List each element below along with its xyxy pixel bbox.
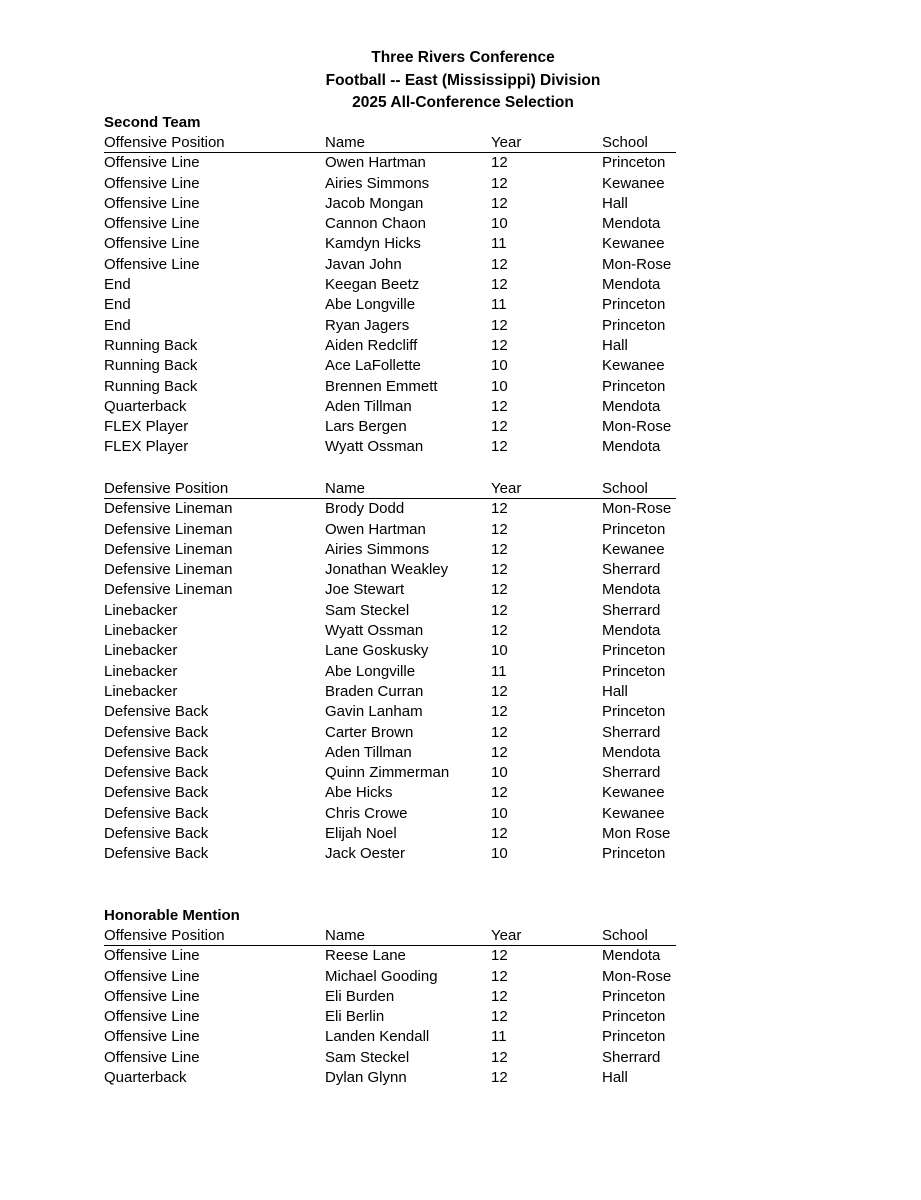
year-cell: 11 (491, 662, 507, 680)
table-row (104, 1027, 704, 1047)
name-cell: Brody Dodd (325, 500, 405, 518)
position-cell: Defensive Back (104, 743, 209, 761)
school-cell: Princeton (602, 316, 666, 334)
table-row (104, 804, 704, 824)
position-cell: Defensive Lineman (104, 520, 233, 538)
second-team-title: Second Team (104, 114, 201, 131)
year-cell: 12 (491, 622, 508, 640)
table-row (104, 336, 704, 356)
school-header: School (602, 479, 676, 499)
position-cell: Linebacker (104, 642, 178, 660)
name-cell: Ryan Jagers (325, 316, 410, 334)
position-cell: End (104, 316, 131, 334)
year-cell: 12 (491, 276, 508, 294)
table-row (104, 174, 704, 194)
year-cell: 12 (491, 1048, 508, 1066)
school-cell: Sherrard (602, 723, 661, 741)
name-cell: Airies Simmons (325, 540, 430, 558)
school-cell: Mendota (602, 581, 661, 599)
position-cell: Linebacker (104, 662, 178, 680)
document-header (0, 47, 921, 115)
position-cell: Linebacker (104, 622, 178, 640)
year-cell: 12 (491, 723, 508, 741)
position-cell: Linebacker (104, 601, 178, 619)
conference-title: Three Rivers Conference (371, 49, 555, 66)
name-cell: Aden Tillman (325, 397, 412, 415)
table-row (104, 295, 704, 315)
school-cell: Princeton (602, 296, 666, 314)
year-header: Year (491, 479, 602, 499)
school-cell: Princeton (602, 845, 666, 863)
position-cell: Defensive Back (104, 764, 209, 782)
offense-table-body (104, 153, 704, 457)
school-cell: Princeton (602, 703, 666, 721)
school-cell: Princeton (602, 642, 666, 660)
position-cell: Offensive Line (104, 947, 200, 965)
position-cell: Linebacker (104, 682, 178, 700)
name-cell: Airies Simmons (325, 174, 430, 192)
table-row (104, 743, 704, 763)
table-row (104, 275, 704, 295)
year-cell: 12 (491, 255, 508, 273)
name-cell: Eli Berlin (325, 1008, 385, 1026)
hm-offense-table-body (104, 946, 704, 1088)
name-cell: Cannon Chaon (325, 215, 426, 233)
school-cell: Mon-Rose (602, 500, 672, 518)
position-cell: Defensive Lineman (104, 561, 233, 579)
name-cell: Wyatt Ossman (325, 622, 424, 640)
position-cell: Defensive Lineman (104, 581, 233, 599)
school-cell: Princeton (602, 987, 666, 1005)
name-cell: Gavin Lanham (325, 703, 423, 721)
school-cell: Mon Rose (602, 825, 671, 843)
name-cell: Sam Steckel (325, 601, 410, 619)
honorable-mention-title: Honorable Mention (104, 907, 240, 924)
year-cell: 12 (491, 174, 508, 192)
position-cell: Quarterback (104, 397, 187, 415)
name-cell: Sam Steckel (325, 1048, 410, 1066)
position-header: Offensive Position (104, 926, 325, 946)
school-cell: Hall (602, 1069, 628, 1087)
position-cell: Defensive Back (104, 723, 209, 741)
name-cell: Jacob Mongan (325, 194, 424, 212)
school-cell: Mon-Rose (602, 418, 672, 436)
position-header: Defensive Position (104, 479, 325, 499)
name-cell: Landen Kendall (325, 1028, 430, 1046)
position-cell: Offensive Line (104, 255, 200, 273)
position-cell: Offensive Line (104, 154, 200, 172)
position-cell: Offensive Line (104, 1048, 200, 1066)
school-cell: Princeton (602, 154, 666, 172)
name-cell: Lars Bergen (325, 418, 407, 436)
honorable-mention-section (104, 906, 704, 1088)
table-row (104, 946, 704, 966)
year-header: Year (491, 133, 602, 153)
position-cell: Running Back (104, 377, 198, 395)
school-header: School (602, 133, 676, 153)
division-title: Football -- East (Mississippi) Division (325, 71, 601, 89)
table-row (104, 987, 704, 1007)
year-cell: 12 (491, 540, 508, 558)
school-cell: Mendota (602, 622, 661, 640)
year-cell: 12 (491, 967, 508, 985)
name-cell: Keegan Beetz (325, 276, 420, 294)
table-row (104, 763, 704, 783)
year-cell: 10 (491, 377, 508, 395)
school-cell: Hall (602, 682, 628, 700)
second-team-offense-section (104, 113, 704, 458)
year-cell: 12 (491, 682, 508, 700)
school-cell: Kewanee (602, 804, 665, 822)
name-cell: Aden Tillman (325, 743, 412, 761)
school-header: School (602, 926, 676, 946)
year-cell: 12 (491, 947, 508, 965)
table-row (104, 153, 704, 173)
year-cell: 12 (491, 397, 508, 415)
name-cell: Jack Oester (325, 845, 406, 863)
name-cell: Owen Hartman (325, 154, 426, 172)
table-row (104, 437, 704, 457)
school-cell: Mendota (602, 397, 661, 415)
year-cell: 11 (491, 296, 507, 314)
name-cell: Javan John (325, 255, 402, 273)
table-row (104, 194, 704, 214)
position-header: Offensive Position (104, 133, 325, 153)
position-cell: Quarterback (104, 1069, 187, 1087)
table-row (104, 621, 704, 641)
name-cell: Owen Hartman (325, 520, 426, 538)
table-row (104, 417, 704, 437)
table-row (104, 702, 704, 722)
year-cell: 12 (491, 825, 508, 843)
school-cell: Kewanee (602, 174, 665, 192)
school-cell: Mendota (602, 276, 661, 294)
name-header: Name (325, 479, 491, 499)
name-cell: Wyatt Ossman (325, 438, 424, 456)
school-cell: Kewanee (602, 235, 665, 253)
position-cell: Defensive Back (104, 845, 209, 863)
school-cell: Mon-Rose (602, 967, 672, 985)
position-cell: FLEX Player (104, 438, 189, 456)
hm-offense-table-header (104, 926, 704, 946)
table-row (104, 377, 704, 397)
name-header: Name (325, 926, 491, 946)
position-cell: Defensive Back (104, 784, 209, 802)
year-cell: 12 (491, 520, 508, 538)
year-cell: 12 (491, 561, 508, 579)
year-cell: 10 (491, 215, 508, 233)
name-cell: Abe Longville (325, 296, 416, 314)
year-header: Year (491, 926, 602, 946)
year-cell: 10 (491, 845, 508, 863)
school-cell: Princeton (602, 1028, 666, 1046)
position-cell: FLEX Player (104, 418, 189, 436)
name-cell: Joe Stewart (325, 581, 405, 599)
school-cell: Princeton (602, 1008, 666, 1026)
school-cell: Mendota (602, 743, 661, 761)
year-cell: 12 (491, 194, 508, 212)
year-cell: 12 (491, 438, 508, 456)
year-cell: 11 (491, 235, 507, 253)
name-cell: Aiden Redcliff (325, 336, 418, 354)
name-cell: Quinn Zimmerman (325, 764, 450, 782)
table-row (104, 723, 704, 743)
table-row (104, 1007, 704, 1027)
defense-table-header (104, 479, 704, 499)
name-cell: Brennen Emmett (325, 377, 438, 395)
table-row (104, 316, 704, 336)
year-cell: 10 (491, 764, 508, 782)
name-cell: Reese Lane (325, 947, 406, 965)
table-row (104, 397, 704, 417)
year-cell: 12 (491, 1008, 508, 1026)
year-cell: 12 (491, 418, 508, 436)
school-cell: Hall (602, 336, 628, 354)
selection-title: 2025 All-Conference Selection (352, 94, 574, 111)
table-row (104, 682, 704, 702)
position-cell: Offensive Line (104, 1028, 200, 1046)
name-cell: Jonathan Weakley (325, 561, 449, 579)
school-cell: Sherrard (602, 764, 661, 782)
table-row (104, 234, 704, 254)
school-cell: Kewanee (602, 357, 665, 375)
position-cell: Offensive Line (104, 1008, 200, 1026)
name-cell: Abe Longville (325, 662, 416, 680)
name-cell: Dylan Glynn (325, 1069, 407, 1087)
year-cell: 12 (491, 1069, 508, 1087)
name-cell: Eli Burden (325, 987, 395, 1005)
position-cell: Defensive Back (104, 804, 209, 822)
school-cell: Princeton (602, 520, 666, 538)
table-row (104, 560, 704, 580)
table-row (104, 520, 704, 540)
table-row (104, 255, 704, 275)
defense-table-body (104, 499, 704, 864)
position-cell: Running Back (104, 357, 198, 375)
table-row (104, 540, 704, 560)
school-cell: Sherrard (602, 1048, 661, 1066)
position-cell: Defensive Back (104, 703, 209, 721)
year-cell: 12 (491, 784, 508, 802)
position-cell: Defensive Back (104, 825, 209, 843)
name-cell: Ace LaFollette (325, 357, 421, 375)
table-row (104, 824, 704, 844)
year-cell: 12 (491, 316, 508, 334)
year-cell: 12 (491, 601, 508, 619)
second-team-defense-section (104, 479, 704, 865)
position-cell: Offensive Line (104, 194, 200, 212)
year-cell: 12 (491, 500, 508, 518)
position-cell: End (104, 276, 131, 294)
name-cell: Carter Brown (325, 723, 414, 741)
table-row (104, 967, 704, 987)
table-row (104, 783, 704, 803)
school-cell: Sherrard (602, 561, 661, 579)
table-row (104, 580, 704, 600)
year-cell: 11 (491, 1028, 507, 1046)
table-row (104, 214, 704, 234)
position-cell: Offensive Line (104, 967, 200, 985)
table-row (104, 641, 704, 661)
year-cell: 10 (491, 642, 508, 660)
school-cell: Mendota (602, 438, 661, 456)
school-cell: Mendota (602, 947, 661, 965)
position-cell: Defensive Lineman (104, 540, 233, 558)
name-cell: Elijah Noel (325, 825, 397, 843)
year-cell: 12 (491, 581, 508, 599)
year-cell: 10 (491, 357, 508, 375)
school-cell: Hall (602, 194, 628, 212)
school-cell: Mon-Rose (602, 255, 672, 273)
year-cell: 12 (491, 703, 508, 721)
table-row (104, 1048, 704, 1068)
year-cell: 10 (491, 804, 508, 822)
school-cell: Kewanee (602, 784, 665, 802)
year-cell: 12 (491, 336, 508, 354)
name-header: Name (325, 133, 491, 153)
name-cell: Kamdyn Hicks (325, 235, 421, 253)
name-cell: Michael Gooding (325, 967, 438, 985)
school-cell: Mendota (602, 215, 661, 233)
table-row (104, 601, 704, 621)
position-cell: Running Back (104, 336, 198, 354)
school-cell: Sherrard (602, 601, 661, 619)
position-cell: Offensive Line (104, 215, 200, 233)
table-row (104, 844, 704, 864)
table-row (104, 1068, 704, 1088)
name-cell: Abe Hicks (325, 784, 393, 802)
school-cell: Princeton (602, 662, 666, 680)
position-cell: Offensive Line (104, 174, 200, 192)
name-cell: Chris Crowe (325, 804, 408, 822)
name-cell: Braden Curran (325, 682, 424, 700)
year-cell: 12 (491, 987, 508, 1005)
position-cell: End (104, 296, 131, 314)
position-cell: Offensive Line (104, 235, 200, 253)
offense-table-header (104, 133, 704, 153)
table-row (104, 662, 704, 682)
year-cell: 12 (491, 154, 508, 172)
position-cell: Defensive Lineman (104, 500, 233, 518)
position-cell: Offensive Line (104, 987, 200, 1005)
year-cell: 12 (491, 743, 508, 761)
table-row (104, 499, 704, 519)
table-row (104, 356, 704, 376)
school-cell: Kewanee (602, 540, 665, 558)
name-cell: Lane Goskusky (325, 642, 429, 660)
school-cell: Princeton (602, 377, 666, 395)
